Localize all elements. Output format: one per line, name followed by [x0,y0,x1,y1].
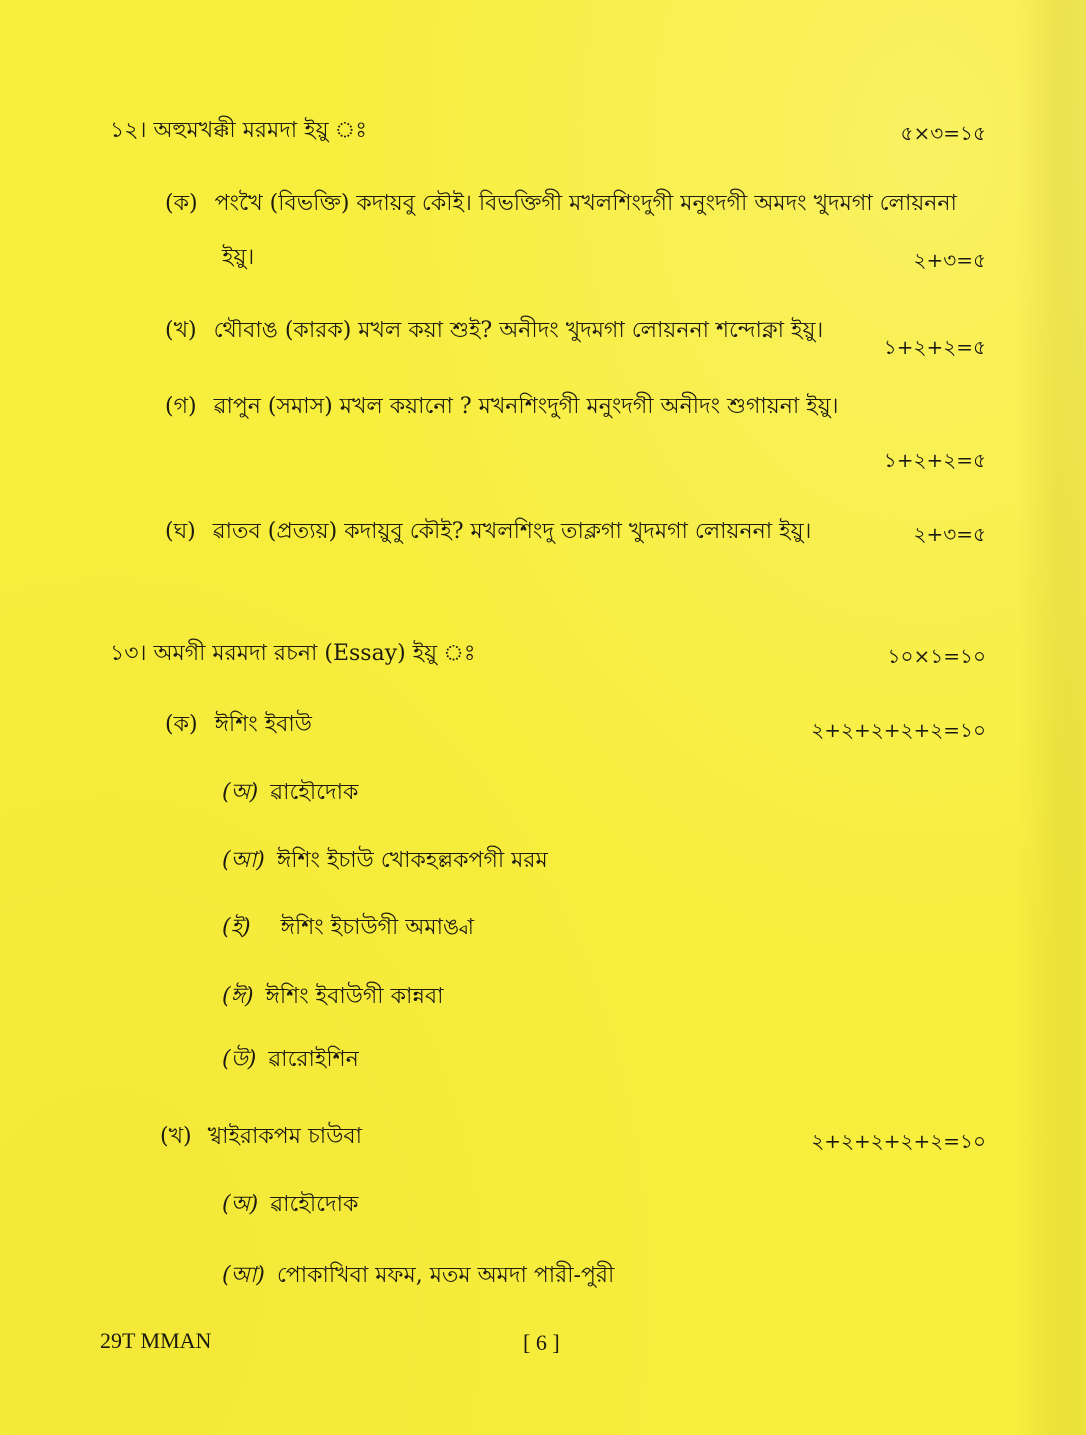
q13-kha-point-2 [222,1262,614,1290]
q13-ka-point-4 [222,983,444,1011]
q13-ka-point-1 [222,779,358,807]
q12-part-gha-label: (ঘ) [165,519,196,544]
q13-part-ka-title: ঈশিং ইবাউ [214,712,312,737]
q13-ka-point-2-text: ঈশিং ইচাউ খোকহল্লকপগী মরম [276,848,548,873]
q12-part-ga-marks: ১+২+২=৫ [883,448,986,472]
q13-heading [110,640,476,668]
q12-part-ga-text: ৱাপুন (সমাস) মখল কয়ানো ? মখনশিংদুগী মনুংদগী অনীদং শুগায়না ইয়ু। [213,394,839,419]
q13-ka-point-5-label: (উ) [222,1047,257,1072]
q12-part-ka-label: (ক) [165,191,198,216]
q12-part-kha-label: (খ) [165,318,197,343]
page-number: [ 6 ] [523,1330,560,1355]
q13-ka-point-3-text: ঈশিং ইচাউগী অমাঙ্বা [280,915,475,940]
q13-part-ka [165,711,312,739]
q12-part-gha-text: ৱাতব (প্রত্যয়) কদায়ুবু কৌই? মখলশিংদু তাক্লগা খুদমগা লোয়ননা ইয়ু। [212,519,812,544]
q13-ka-point-1-label: (অ) [222,780,259,805]
q13-kha-point-2-label: (আ) [222,1263,265,1288]
q13-ka-point-5-text: ৱারোইশিন [268,1047,359,1072]
q12-heading [110,117,367,145]
q13-ka-point-4-label: (ঈ) [222,984,254,1009]
q12-part-kha [165,317,823,345]
q13-part-kha-marks: ২+২+২+২+২=১০ [811,1129,986,1153]
q12-part-ka-text-line2: ইয়ু। [222,245,255,270]
q13-marks: ১০×১=১০ [887,644,986,668]
q12-part-kha-text: থৌবাঙ (কারক) মখল কয়া শুই? অনীদং খুদমগা লোয়ননা শন্দোক্না ইয়ু। [213,318,824,343]
q13-ka-point-5 [222,1046,359,1074]
paper-fold-shadow [1016,0,1086,1435]
q13-kha-point-1 [222,1191,358,1219]
q13-kha-point-1-text: ৱাহৌদোক [270,1192,359,1217]
q13-part-kha-label: (খ) [160,1124,192,1149]
q13-ka-point-2 [222,847,548,875]
q13-title: অমগী মরমদা রচনা (Essay) ইয়ু ঃ [153,641,476,666]
q13-part-ka-label: (ক) [165,712,198,737]
q13-part-ka-marks: ২+২+২+২+২=১০ [811,718,986,742]
q12-marks: ৫×৩=১৫ [900,121,986,145]
q13-ka-point-2-label: (আ) [222,848,265,873]
q12-part-ka-marks: ২+৩=৫ [913,248,986,272]
q12-part-gha [165,518,811,546]
q13-number: ১৩। [110,641,147,666]
q13-ka-point-4-text: ঈশিং ইবাউগী কান্নবা [265,984,444,1009]
q13-kha-point-1-label: (অ) [222,1192,259,1217]
paper-code: 29T MMAN [100,1328,212,1353]
q13-ka-point-3-label: (ই) [222,915,251,940]
q13-ka-point-1-text: ৱাহৌদোক [270,780,359,805]
q12-part-ga-label: (গ) [165,394,197,419]
q13-part-kha [160,1123,362,1151]
q12-part-ka-text-line1: পংখৈ (বিভক্তি) কদায়বু কৌই। বিভক্তিগী মখলশিংদুগী মনুংদগী অমদং খুদমগা লোয়ননা [214,191,957,216]
q13-ka-point-3 [222,914,474,942]
q12-number: ১২। [110,118,147,143]
q12-title: অহুমখক্কী মরমদা ইয়ু ঃ [153,118,367,143]
q13-part-kha-title: খ্বাইরাকপম চাউবা [208,1124,362,1149]
q12-part-ga [165,393,839,421]
q12-part-ka [165,190,957,218]
q13-kha-point-2-text: পোকাখিবা মফম, মতম অমদা পারী-পুরী [276,1263,615,1288]
q12-part-gha-marks: ২+৩=৫ [913,522,986,546]
q12-part-kha-marks: ১+২+২=৫ [883,335,986,359]
